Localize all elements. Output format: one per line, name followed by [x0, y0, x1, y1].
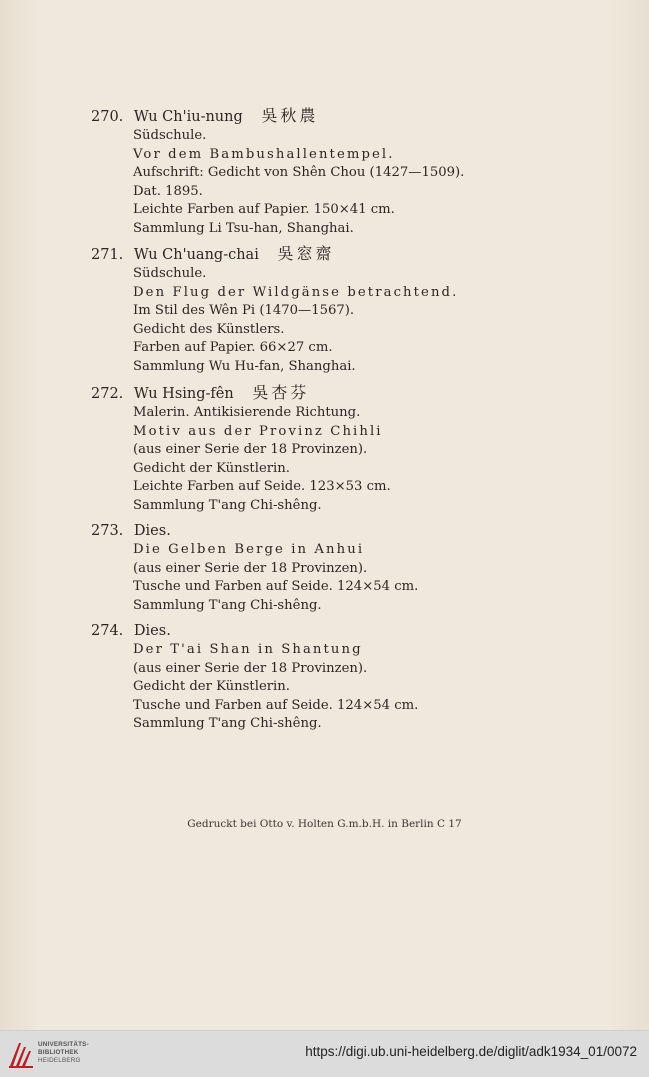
entry-heading	[91, 622, 611, 641]
entry-line: Leichte Farben auf Papier. 150×41 cm.	[133, 202, 395, 218]
entry-line: Sammlung Li Tsu-han, Shanghai.	[133, 220, 354, 236]
library-name-line: BIBLIOTHEK	[38, 1048, 79, 1056]
artist-name: Wu Ch'iu-nung	[133, 109, 243, 125]
catalog-entry-271	[91, 244, 611, 377]
entry-heading	[91, 383, 611, 404]
catalog-entry-274	[91, 622, 611, 734]
entry-line: Leichte Farben auf Seide. 123×53 cm.	[133, 479, 391, 495]
catalog-entry-272	[91, 383, 611, 516]
entry-number: 274.	[91, 623, 124, 639]
entry-number: 270.	[91, 109, 124, 125]
entry-line: Sammlung T'ang Chi-shêng.	[133, 497, 322, 513]
entry-line: Farben auf Papier. 66×27 cm.	[133, 340, 333, 356]
entry-line: (aus einer Serie der 18 Provinzen).	[133, 660, 368, 676]
entry-line: (aus einer Serie der 18 Provinzen).	[133, 560, 368, 576]
entry-heading	[91, 106, 611, 127]
entry-line: Tusche und Farben auf Seide. 124×54 cm.	[133, 579, 419, 595]
entry-title: Vor dem Bambushallentempel.	[133, 146, 395, 162]
entry-line: Dat. 1895.	[133, 183, 203, 199]
artist-name-chinese: 吳杏芬	[252, 383, 310, 402]
entry-heading	[91, 244, 611, 265]
entry-line: Gedicht der Künstlerin.	[133, 679, 290, 695]
entry-line: Sammlung T'ang Chi-shêng.	[133, 716, 322, 732]
entry-title: Die Gelben Berge in Anhui	[133, 542, 365, 557]
library-name-line: HEIDELBERG	[38, 1056, 81, 1064]
entry-title: Den Flug der Wildgänse betrachtend.	[133, 284, 459, 300]
artist-name-chinese: 吳窓齋	[277, 244, 335, 263]
artist-name: Wu Ch'uang-chai	[133, 247, 259, 263]
entry-line: Aufschrift: Gedicht von Shên Chou (1427—1509).	[133, 165, 465, 181]
viewer-footer-bar	[0, 1030, 649, 1077]
entry-line: Im Stil des Wên Pi (1470—1567).	[133, 303, 355, 319]
entry-line: (aus einer Serie der 18 Provinzen).	[133, 442, 368, 458]
permalink-url[interactable]: https://digi.ub.uni-heidelberg.de/diglit/adk1934_01/0072	[305, 1044, 637, 1059]
artist-name-chinese: 吳秋農	[261, 106, 319, 125]
entry-number: 272.	[91, 386, 124, 402]
library-name-line: UNIVERSITÄTS-	[38, 1041, 89, 1048]
entry-line: Malerin. Antikisierende Richtung.	[133, 405, 361, 420]
entry-line: Sammlung Wu Hu-fan, Shanghai.	[133, 358, 356, 374]
entry-line: Südschule.	[133, 266, 207, 281]
artist-name: Wu Hsing-fên	[133, 386, 234, 402]
catalog-entry-270	[91, 106, 611, 239]
catalog-entry-273	[91, 522, 611, 615]
entry-line: Sammlung T'ang Chi-shêng.	[133, 597, 322, 613]
artist-name: Dies.	[133, 523, 171, 539]
artist-name: Dies.	[133, 623, 171, 639]
entry-title: Der T'ai Shan in Shantung	[133, 642, 363, 657]
entry-line: Südschule.	[133, 128, 207, 143]
entry-line: Gedicht der Künstlerin.	[133, 460, 290, 476]
university-library-logo-icon[interactable]	[7, 1039, 35, 1069]
entry-number: 271.	[91, 247, 124, 263]
university-library-name[interactable]	[38, 1041, 89, 1064]
printer-imprint: Gedruckt bei Otto v. Holten G.m.b.H. in Berlin C 17	[187, 818, 462, 830]
entry-heading	[91, 522, 611, 541]
entry-line: Tusche und Farben auf Seide. 124×54 cm.	[133, 697, 419, 713]
entry-title: Motiv aus der Provinz Chihli	[133, 423, 383, 439]
entry-number: 273.	[91, 523, 124, 539]
entry-line: Gedicht des Künstlers.	[133, 321, 285, 337]
